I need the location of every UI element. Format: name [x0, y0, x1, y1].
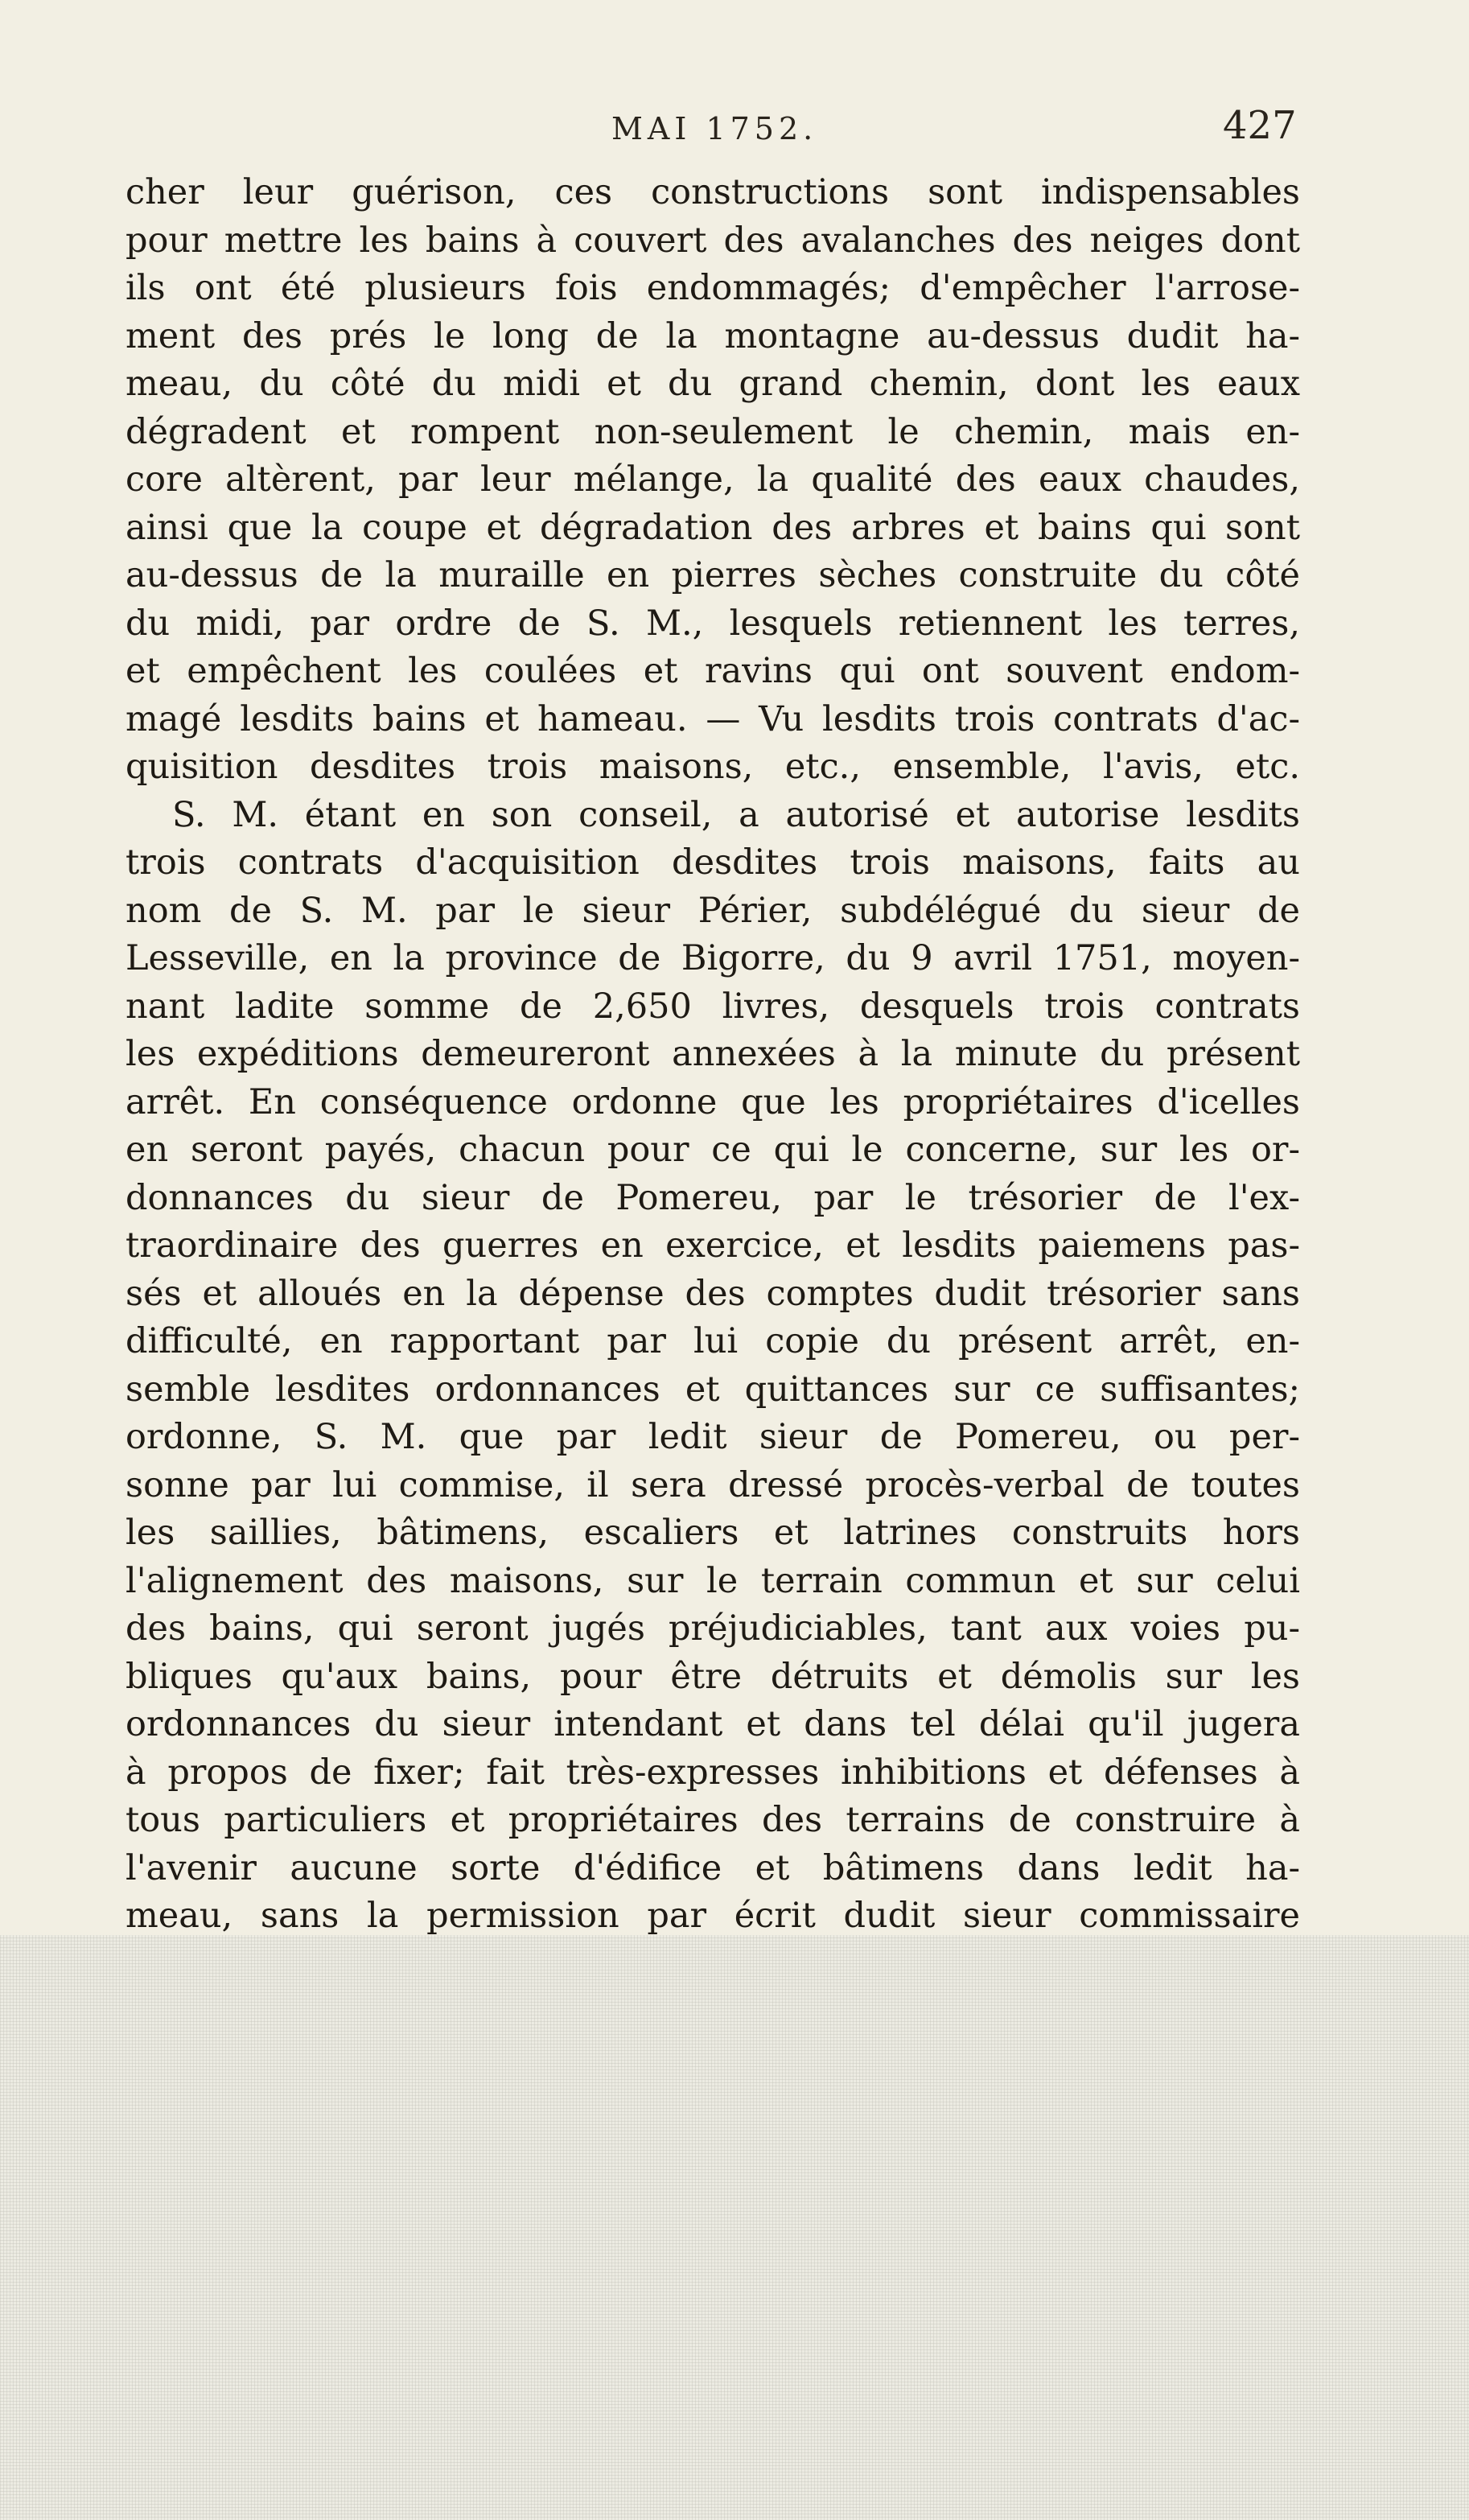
text-line: au-dessus de la muraille en pierres sèches construite du côté: [126, 555, 1300, 595]
text-line: les saillies, bâtimens, escaliers et latrines construits hors: [126, 1513, 1300, 1553]
text-line: ordonne, S. M. que par ledit sieur de Pomereu, ou per-: [126, 1417, 1300, 1457]
text-line: cher leur guérison, ces constructions sont indispensables: [126, 172, 1300, 212]
text-line: arrêt. En conséquence ordonne que les propriétaires d'icelles: [126, 1081, 1300, 1122]
text-line: semble lesdites ordonnances et quittances sur ce suffisantes;: [126, 1369, 1300, 1410]
page-number: 427: [1223, 103, 1297, 148]
text-line: les expéditions demeureront annexées à la minute du présent: [126, 1034, 1300, 1074]
text-line: traordinaire des guerres en exercice, et lesdits paiemens pas-: [126, 1225, 1300, 1266]
text-line: donnances du sieur de Pomereu, par le trésorier de l'ex-: [126, 1177, 1300, 1218]
text-line: sonne par lui commise, il sera dressé procès-verbal de toutes: [126, 1464, 1300, 1505]
text-line: core altèrent, par leur mélange, la qualité des eaux chaudes,: [126, 459, 1300, 500]
text-line: du midi, par ordre de S. M., lesquels retiennent les terres,: [126, 603, 1300, 644]
paragraph-start-line: S. M. étant en son conseil, a autorisé et autorise lesdits: [172, 794, 1300, 835]
text-line: en seront payés, chacun pour ce qui le concerne, sur les or-: [126, 1130, 1300, 1170]
text-line: nom de S. M. par le sieur Périer, subdélégué du sieur de: [126, 890, 1300, 931]
text-line: et empêchent les coulées et ravins qui ont souvent endom-: [126, 651, 1300, 691]
text-line: ils ont été plusieurs fois endommagés; d'empêcher l'arrose-: [126, 268, 1300, 308]
text-line: trois contrats d'acquisition desdites trois maisons, faits au: [126, 842, 1300, 883]
text-line: pour mettre les bains à couvert des avalanches des neiges dont: [126, 220, 1300, 261]
text-line: meau, du côté du midi et du grand chemin, dont les eaux: [126, 364, 1300, 404]
text-line: quisition desdites trois maisons, etc., ensemble, l'avis, etc.: [126, 747, 1300, 787]
text-line: ment des prés le long de la montagne au-dessus dudit ha-: [126, 315, 1300, 356]
text-line: dégradent et rompent non-seulement le chemin, mais en-: [126, 411, 1300, 452]
text-line: meau, sans la permission par écrit dudit sieur commissaire: [126, 1896, 1300, 1935]
text-line: bliques qu'aux bains, pour être détruits et démolis sur les: [126, 1656, 1300, 1697]
text-line: nant ladite somme de 2,650 livres, desquels trois contrats: [126, 986, 1300, 1027]
text-line: l'alignement des maisons, sur le terrain commun et sur celui: [126, 1560, 1300, 1601]
body-text: [126, 169, 1300, 1935]
text-line: tous particuliers et propriétaires des terrains de construire à: [126, 1800, 1300, 1840]
text-line: difficulté, en rapportant par lui copie du présent arrêt, en-: [126, 1321, 1300, 1361]
text-line: à propos de fixer; fait très-expresses inhibitions et défenses à: [126, 1752, 1300, 1793]
text-line: magé lesdits bains et hameau. — Vu lesdits trois contrats d'ac-: [126, 698, 1300, 739]
text-line: Lesseville, en la province de Bigorre, du 9 avril 1751, moyen-: [126, 938, 1300, 978]
text-line: des bains, qui seront jugés préjudiciables, tant aux voies pu-: [126, 1608, 1300, 1649]
text-line: sés et alloués en la dépense des comptes dudit trésorier sans: [126, 1273, 1300, 1314]
running-head: MAI 1752.: [611, 111, 818, 146]
text-line: ordonnances du sieur intendant et dans tel délai qu'il jugera: [126, 1704, 1300, 1744]
blank-scan-area: [0, 1935, 1469, 2520]
text-line: l'avenir aucune sorte d'édifice et bâtimens dans ledit ha-: [126, 1847, 1300, 1888]
text-line: ainsi que la coupe et dégradation des arbres et bains qui sont: [126, 507, 1300, 548]
